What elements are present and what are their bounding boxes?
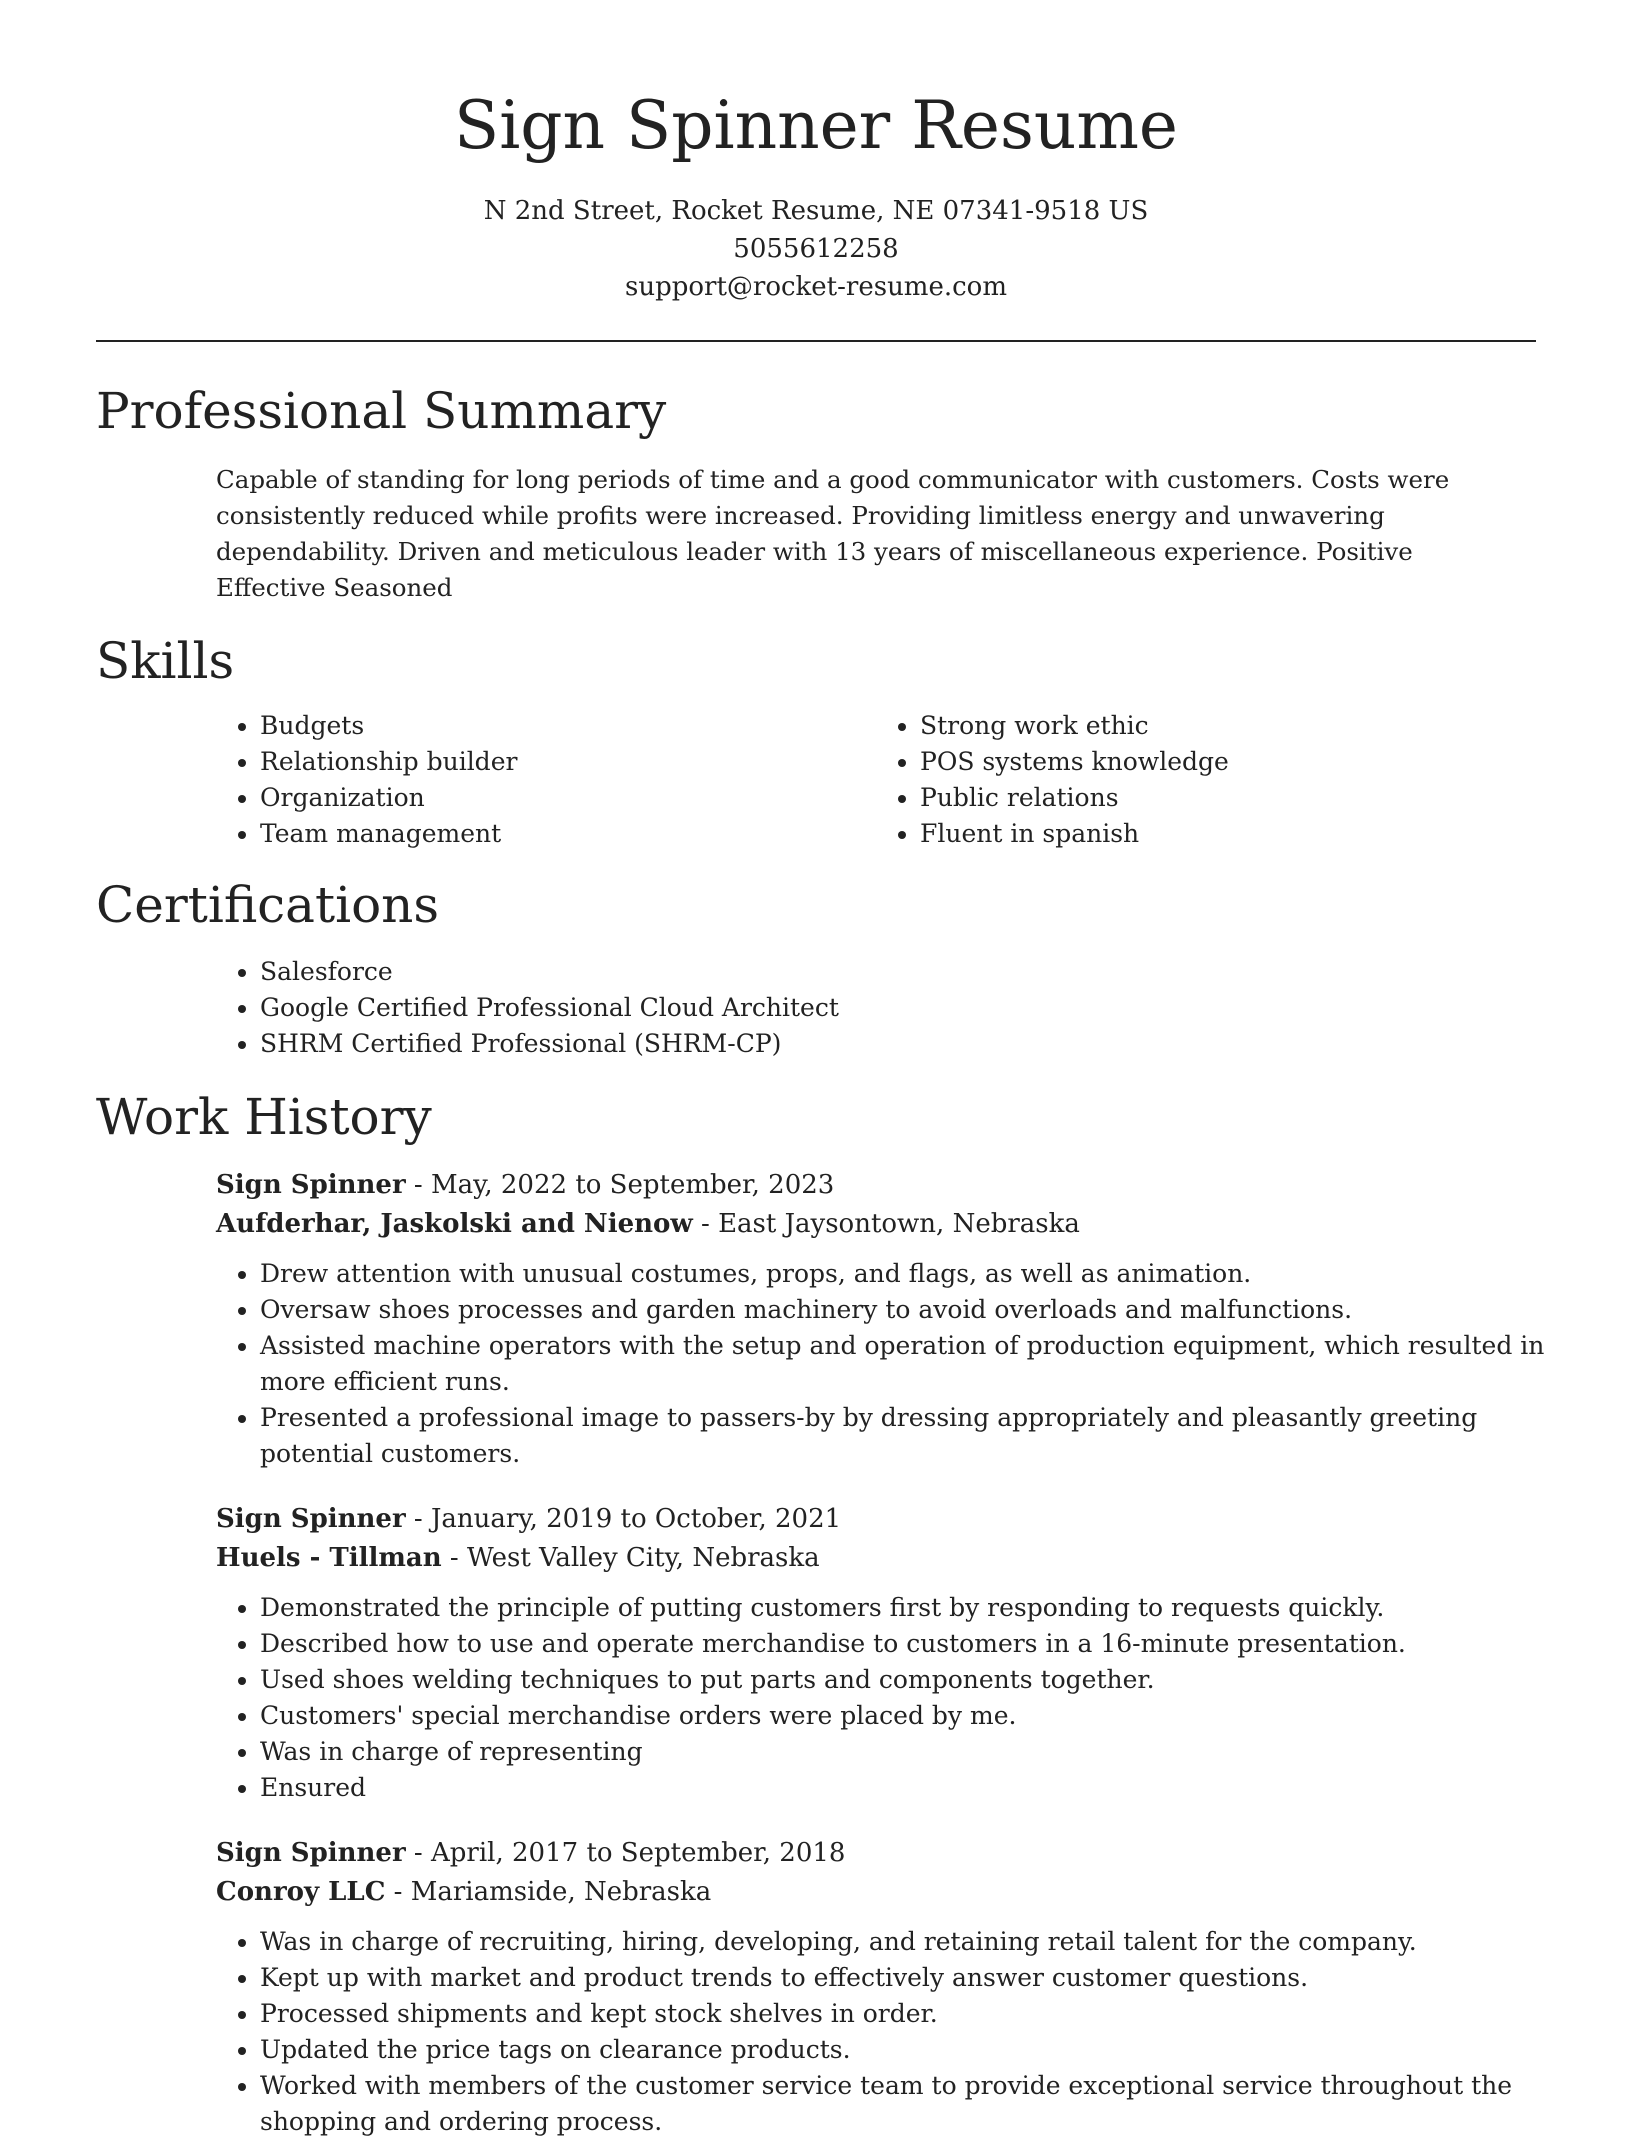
job-duty: • Updated the price tags on clearance products. <box>260 2032 1560 2068</box>
job-duty: • Worked with members of the customer service team to provide exceptional service throughout the shopping and ordering process. <box>260 2068 1560 2140</box>
resume-title: Sign Spinner Resume <box>453 87 1178 164</box>
separator: - <box>441 1543 467 1573</box>
job-dates: January, 2019 to October, 2021 <box>431 1504 842 1534</box>
skills-grid <box>216 708 1536 852</box>
separator: - <box>405 1170 431 1200</box>
section-heading: Certifications <box>96 876 440 934</box>
job-duty: • Demonstrated the principle of putting customers first by responding to requests quickly. <box>260 1590 1560 1626</box>
job-duty: • Kept up with market and product trends to effectively answer customer questions. <box>260 1960 1560 1996</box>
job-duties-list <box>216 1590 1560 1806</box>
job-entry <box>216 1834 1536 2140</box>
certification-item: • SHRM Certified Professional (SHRM-CP) <box>260 1026 1536 1062</box>
professional-summary-section <box>96 380 1536 606</box>
certification-item: • Salesforce <box>260 954 1536 990</box>
address: N 2nd Street, Rocket Resume, NE 07341-9518 US <box>483 196 1149 226</box>
job-duty: • Drew attention with unusual costumes, props, and flags, as well as animation. <box>260 1256 1560 1292</box>
job-location: East Jaysontown, Nebraska <box>718 1209 1080 1239</box>
job-entry <box>216 1166 1545 1472</box>
job-title: Sign Spinner <box>216 1504 406 1534</box>
skills-list-right <box>876 708 1536 852</box>
job-duty: • Used shoes welding techniques to put parts and components together. <box>260 1662 1560 1698</box>
job-location: West Valley City, Nebraska <box>467 1543 820 1573</box>
job-duty: • Was in charge of representing <box>260 1734 1560 1770</box>
skill-item: • Strong work ethic <box>920 708 1536 744</box>
job-company-line <box>216 1873 1536 1912</box>
job-duty: • Presented a professional image to passers-by by dressing appropriately and pleasantly greeting potential customers. <box>260 1400 1560 1472</box>
skill-item: • Organization <box>260 780 876 816</box>
job-entry <box>216 1500 1536 1806</box>
skill-item: • Relationship builder <box>260 744 876 780</box>
skills-section <box>96 630 1536 852</box>
separator: - <box>405 1504 431 1534</box>
job-duty: • Ensured <box>260 1770 1560 1806</box>
job-duty: • Customers' special merchandise orders were placed by me. <box>260 1698 1560 1734</box>
job-title-line <box>216 1500 1536 1539</box>
job-company-line <box>216 1539 1536 1578</box>
job-title-line <box>216 1834 1536 1873</box>
skill-item: • Team management <box>260 816 876 852</box>
job-duty: • Described how to use and operate merchandise to customers in a 16-minute presentation. <box>260 1626 1560 1662</box>
skill-item: • Budgets <box>260 708 876 744</box>
job-company-line <box>216 1205 1536 1244</box>
section-heading: Professional Summary <box>96 382 667 440</box>
skill-item: • Fluent in spanish <box>920 816 1536 852</box>
section-heading: Work History <box>96 1088 432 1146</box>
summary-text: Capable of standing for long periods of time and a good communicator with customers. Costs were consistently reduced while profits were increased. Providing limitless energy and unwavering dependability. Driven and meticulous leader with 13 years of miscellaneous experience. Positive Effective Seasoned <box>216 465 1450 602</box>
job-duty: • Was in charge of recruiting, hiring, developing, and retaining retail talent for the company. <box>260 1924 1560 1960</box>
email-address: support@rocket-resume.com <box>624 272 1007 302</box>
job-duties-list <box>216 1256 1560 1472</box>
company-name: Aufderhar, Jaskolski and Nienow <box>216 1209 693 1239</box>
phone-number: 5055612258 <box>733 234 899 264</box>
job-duty: • Assisted machine operators with the setup and operation of production equipment, which resulted in more efficient runs. <box>260 1328 1560 1400</box>
skills-list-left <box>216 708 876 852</box>
separator: - <box>692 1209 719 1239</box>
job-title-line <box>216 1166 1536 1205</box>
resume-page <box>96 0 1545 2140</box>
job-duty: • Processed shipments and kept stock shelves in order. <box>260 1996 1560 2032</box>
certifications-list <box>216 954 1536 1062</box>
certifications-section <box>96 874 1536 1062</box>
separator: - <box>405 1838 431 1868</box>
job-duties-list <box>216 1924 1560 2140</box>
contact-info <box>96 192 1536 306</box>
skill-item: • Public relations <box>920 780 1536 816</box>
job-location: Mariamside, Nebraska <box>410 1877 712 1907</box>
job-duty: • Oversaw shoes processes and garden machinery to avoid overloads and malfunctions. <box>260 1292 1560 1328</box>
job-dates: May, 2022 to September, 2023 <box>431 1170 835 1200</box>
section-heading: Skills <box>96 632 235 690</box>
work-history-section <box>96 1086 1545 2140</box>
job-dates: April, 2017 to September, 2018 <box>431 1838 846 1868</box>
header-divider <box>96 340 1536 342</box>
skill-item: • POS systems knowledge <box>920 744 1536 780</box>
job-title: Sign Spinner <box>216 1838 406 1868</box>
separator: - <box>385 1877 411 1907</box>
company-name: Conroy LLC <box>216 1877 386 1907</box>
job-title: Sign Spinner <box>216 1170 406 1200</box>
certification-item: • Google Certified Professional Cloud Architect <box>260 990 1536 1026</box>
company-name: Huels - Tillman <box>216 1543 442 1573</box>
